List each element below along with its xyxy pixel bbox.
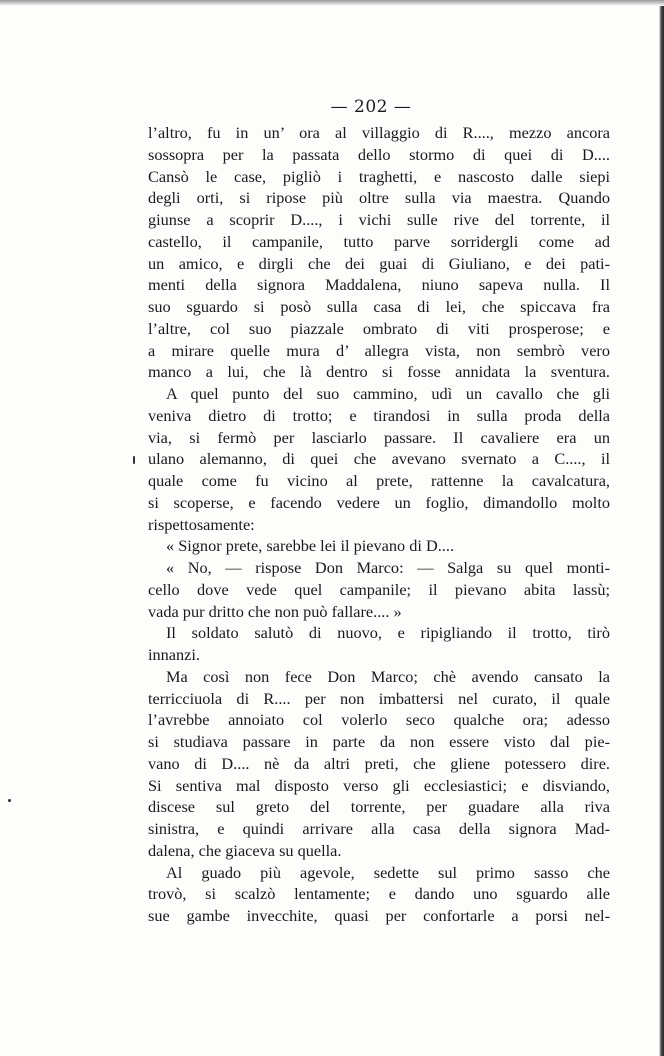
body-text <box>148 122 610 927</box>
text-line: l’altro, fu in un’ ora al villaggio di R...., mezzo ancora <box>148 123 610 142</box>
text-line: vada pur dritto che non può fallare.... » <box>148 601 402 621</box>
text-line: un amico, e dirgli che dei guai di Giuliano, e dei pati- <box>148 253 610 273</box>
text-line: sinistra, e quindi arrivare alla casa della signora Mad- <box>148 819 610 838</box>
text-line: « No, — rispose Don Marco: — Salga su quel monti- <box>166 558 610 577</box>
text-line: si studiava passare in parte da non essere visto dal pie- <box>148 732 610 751</box>
text-line: discese sul greto del torrente, per guadare alla riva <box>148 797 610 817</box>
text-line: sue gambe invecchite, quasi per confortarle a porsi nel- <box>148 906 610 925</box>
margin-speck <box>133 456 135 464</box>
margin-speck <box>8 799 11 802</box>
text-line: cello dove vede quel campanile; il pievano abita lassù; <box>148 579 610 599</box>
text-line: a mirare quelle mura d’ allegra vista, non sembrò vero <box>148 340 610 360</box>
text-line: manco a lui, che là dentro si fosse annidata la sventura. <box>148 362 610 382</box>
text-line: ulano alemanno, di quei che avevano svernato a C...., il <box>148 449 610 469</box>
page-number: — 202 — <box>330 97 412 117</box>
text-line: giunse a scoprir D...., i vichi sulle rive del torrente, il <box>148 210 610 229</box>
text-line: Il soldato salutò di nuovo, e ripigliando il trotto, tirò <box>166 623 610 643</box>
text-line: innanzi. <box>148 645 200 664</box>
text-line: dalena, che giaceva su quella. <box>148 840 342 860</box>
text-line: menti della signora Maddalena, niuno sapeva nulla. Il <box>148 275 610 295</box>
text-line: trovò, si scalzò lentamente; e dando uno sguardo alle <box>148 884 610 904</box>
text-line: quale come fu vicino al prete, rattenne la cavalcatura, <box>148 471 610 490</box>
text-line: Cansò le case, pigliò i traghetti, e nascosto dalle siepi <box>148 166 610 186</box>
text-line: vano di D.... nè da altri preti, che gliene potessero dire. <box>148 753 610 773</box>
text-line: sossopra per la passata dello stormo di quei di D.... <box>148 144 610 164</box>
text-line: suo sguardo si posò sulla casa di lei, che spiccava fra <box>148 297 610 316</box>
text-line: via, si fermò per lasciarlo passare. Il cavaliere era un <box>148 427 610 447</box>
text-line: l’altre, col suo piazzale ombrato di viti prosperose; e <box>148 318 610 338</box>
text-line: « Signor prete, sarebbe lei il pievano di D.... <box>166 536 455 556</box>
scan-top-edge <box>0 0 664 6</box>
text-line: terricciuola di R.... per non imbattersi nel curato, il quale <box>148 688 610 708</box>
text-line: si scoperse, e facendo vedere un foglio, dimandollo molto <box>148 492 610 512</box>
text-line: l’avrebbe annoiato col volerlo seco qualche ora; adesso <box>148 710 610 730</box>
text-line: veniva dietro di trotto; e tirandosi in sulla proda della <box>148 405 610 425</box>
text-line: Al guado più agevole, sedette sul primo sasso che <box>166 862 610 882</box>
text-line: A quel punto del suo cammino, udì un cavallo che gli <box>166 384 610 403</box>
text-line: Ma così non fece Don Marco; chè avendo cansato la <box>166 666 610 686</box>
text-line: degli orti, si ripose più oltre sulla via maestra. Quando <box>148 188 610 208</box>
text-line: rispettosamente: <box>148 514 255 534</box>
scan-right-edge <box>659 6 664 1056</box>
text-line: Si sentiva mal disposto verso gli ecclesiastici; e disviando, <box>148 775 610 795</box>
text-line: castello, il campanile, tutto parve sorridergli come ad <box>148 231 610 251</box>
